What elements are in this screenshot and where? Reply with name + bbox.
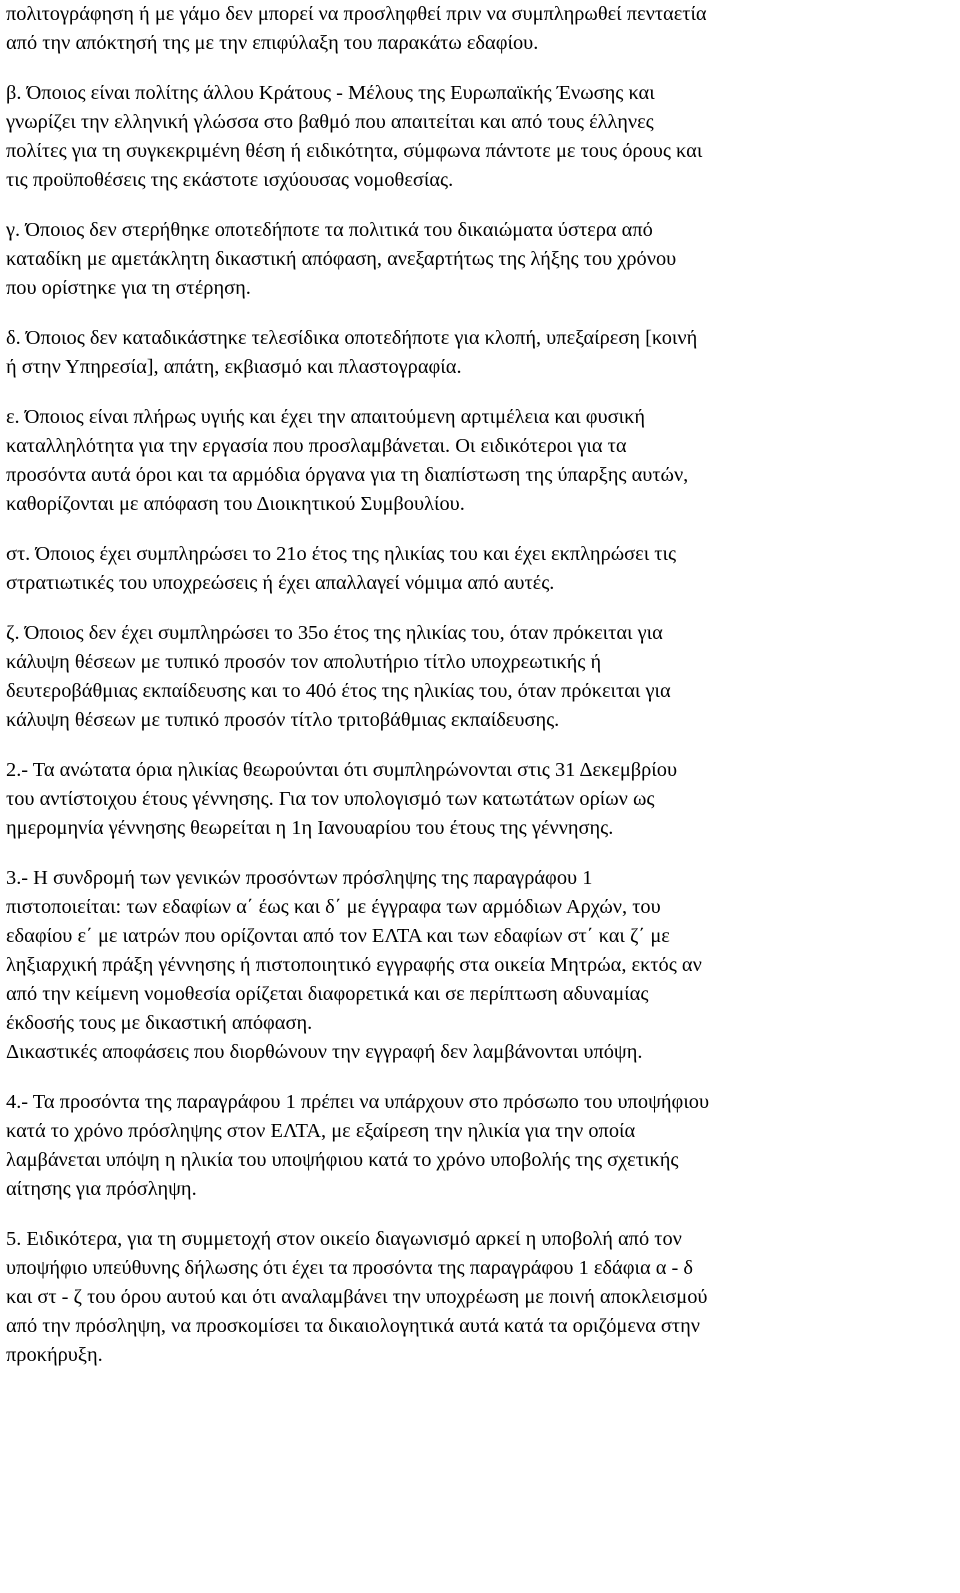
text-line: δ. Όποιος δεν καταδικάστηκε τελεσίδικα οποτεδήποτε για κλοπή, υπεξαίρεση [κοινή bbox=[6, 327, 698, 349]
paragraph-section-5 bbox=[6, 1225, 952, 1370]
text-line: ή στην Υπηρεσία], απάτη, εκβιασμό και πλαστογραφία. bbox=[6, 356, 462, 378]
text-line: 4.- Τα προσόντα της παραγράφου 1 πρέπει να υπάρχουν στο πρόσωπο του υποψήφιου bbox=[6, 1091, 710, 1113]
text-line: β. Όποιος είναι πολίτης άλλου Κράτους - Μέλους της Ευρωπαϊκής Ένωσης και bbox=[6, 82, 655, 104]
text-line: πολίτες για τη συγκεκριμένη θέση ή ειδικότητα, σύμφωνα πάντοτε με τους όρους και bbox=[6, 140, 703, 162]
text-line: 3.- Η συνδρομή των γενικών προσόντων πρόσληψης της παραγράφου 1 bbox=[6, 867, 593, 889]
text-line: κάλυψη θέσεων με τυπικό προσόν τίτλο τριτοβάθμιας εκπαίδευσης. bbox=[6, 709, 560, 731]
text-line: λαμβάνεται υπόψη η ηλικία του υποψήφιου κατά το χρόνο υποβολής της σχετικής bbox=[6, 1149, 679, 1171]
text-line: πολιτογράφηση ή με γάμο δεν μπορεί να προσληφθεί πριν να συμπληρωθεί πενταετία bbox=[6, 3, 707, 25]
text-line: που ορίστηκε για τη στέρηση. bbox=[6, 277, 251, 299]
text-line: ζ. Όποιος δεν έχει συμπληρώσει το 35ο έτος της ηλικίας του, όταν πρόκειται για bbox=[6, 622, 663, 644]
text-line: 2.- Τα ανώτατα όρια ηλικίας θεωρούνται ότι συμπληρώνονται στις 31 Δεκεμβρίου bbox=[6, 759, 678, 781]
text-line: και στ - ζ του όρου αυτού και ότι αναλαμβάνει την υποχρέωση με ποινή αποκλεισμού bbox=[6, 1286, 708, 1308]
text-line: γ. Όποιος δεν στερήθηκε οποτεδήποτε τα πολιτικά του δικαιώματα ύστερα από bbox=[6, 219, 653, 241]
text-line: ε. Όποιος είναι πλήρως υγιής και έχει την απαιτούμενη αρτιμέλεια και φυσική bbox=[6, 406, 646, 428]
text-line: πιστοποιείται: των εδαφίων α΄ έως και δ΄ με έγγραφα των αρμόδιων Αρχών, του bbox=[6, 896, 661, 918]
text-line: αίτησης για πρόσληψη. bbox=[6, 1178, 197, 1200]
document-page bbox=[6, 0, 952, 1391]
text-line: στρατιωτικές του υποχρεώσεις ή έχει απαλλαγεί νόμιμα από αυτές. bbox=[6, 572, 555, 594]
paragraph-section-3 bbox=[6, 864, 952, 1067]
text-line: γνωρίζει την ελληνική γλώσσα στο βαθμό που απαιτείται και από τους έλληνες bbox=[6, 111, 654, 133]
paragraph-item-d bbox=[6, 324, 952, 382]
text-line: προσόντα αυτά όροι και τα αρμόδια όργανα για τη διαπίστωση της ύπαρξης αυτών, bbox=[6, 464, 689, 486]
paragraph-item-e bbox=[6, 403, 952, 519]
paragraph-item-st bbox=[6, 540, 952, 598]
text-line: του αντίστοιχου έτους γέννησης. Για τον υπολογισμό των κατωτάτων ορίων ως bbox=[6, 788, 655, 810]
paragraph-section-2 bbox=[6, 756, 952, 843]
text-line: από την πρόσληψη, να προσκομίσει τα δικαιολογητικά αυτά κατά τα οριζόμενα στην bbox=[6, 1315, 700, 1337]
text-line: δευτεροβάθμιας εκπαίδευσης και το 40ό έτος της ηλικίας του, όταν πρόκειται για bbox=[6, 680, 671, 702]
paragraph-item-b bbox=[6, 79, 952, 195]
text-line: τις προϋποθέσεις της εκάστοτε ισχύουσας νομοθεσίας. bbox=[6, 169, 454, 191]
paragraph-intro-continuation bbox=[6, 0, 952, 58]
text-line: 5. Ειδικότερα, για τη συμμετοχή στον οικείο διαγωνισμό αρκεί η υποβολή από τον bbox=[6, 1228, 682, 1250]
text-line: καταλληλότητα για την εργασία που προσλαμβάνεται. Οι ειδικότεροι για τα bbox=[6, 435, 627, 457]
text-line: στ. Όποιος έχει συμπληρώσει το 21ο έτος της ηλικίας του και έχει εκπληρώσει τις bbox=[6, 543, 677, 565]
text-line: υποψήφιο υπεύθυνης δήλωσης ότι έχει τα προσόντα της παραγράφου 1 εδάφια α - δ bbox=[6, 1257, 694, 1279]
paragraph-section-4 bbox=[6, 1088, 952, 1204]
text-line: από την κείμενη νομοθεσία ορίζεται διαφορετικά και σε περίπτωση αδυναμίας bbox=[6, 983, 649, 1005]
text-line: καθορίζονται με απόφαση του Διοικητικού Συμβουλίου. bbox=[6, 493, 465, 515]
text-line: ληξιαρχική πράξη γέννησης ή πιστοποιητικό εγγραφής στα οικεία Μητρώα, εκτός αν bbox=[6, 954, 702, 976]
text-line: κατά το χρόνο πρόσληψης στον ΕΛΤΑ, με εξαίρεση την ηλικία για την οποία bbox=[6, 1120, 636, 1142]
paragraph-item-z bbox=[6, 619, 952, 735]
text-line: Δικαστικές αποφάσεις που διορθώνουν την εγγραφή δεν λαμβάνονται υπόψη. bbox=[6, 1041, 643, 1063]
text-line: κάλυψη θέσεων με τυπικό προσόν τον απολυτήριο τίτλο υποχρεωτικής ή bbox=[6, 651, 602, 673]
text-line: προκήρυξη. bbox=[6, 1344, 103, 1366]
paragraph-item-c bbox=[6, 216, 952, 303]
text-line: έκδοσής τους με δικαστική απόφαση. bbox=[6, 1012, 313, 1034]
text-line: καταδίκη με αμετάκλητη δικαστική απόφαση, ανεξαρτήτως της λήξης του χρόνου bbox=[6, 248, 677, 270]
text-line: εδαφίου ε΄ με ιατρών που ορίζονται από τον ΕΛΤΑ και των εδαφίων στ΄ και ζ΄ με bbox=[6, 925, 670, 947]
text-line: ημερομηνία γέννησης θεωρείται η 1η Ιανουαρίου του έτους της γέννησης. bbox=[6, 817, 614, 839]
text-line: από την απόκτησή της με την επιφύλαξη του παρακάτω εδαφίου. bbox=[6, 32, 539, 54]
